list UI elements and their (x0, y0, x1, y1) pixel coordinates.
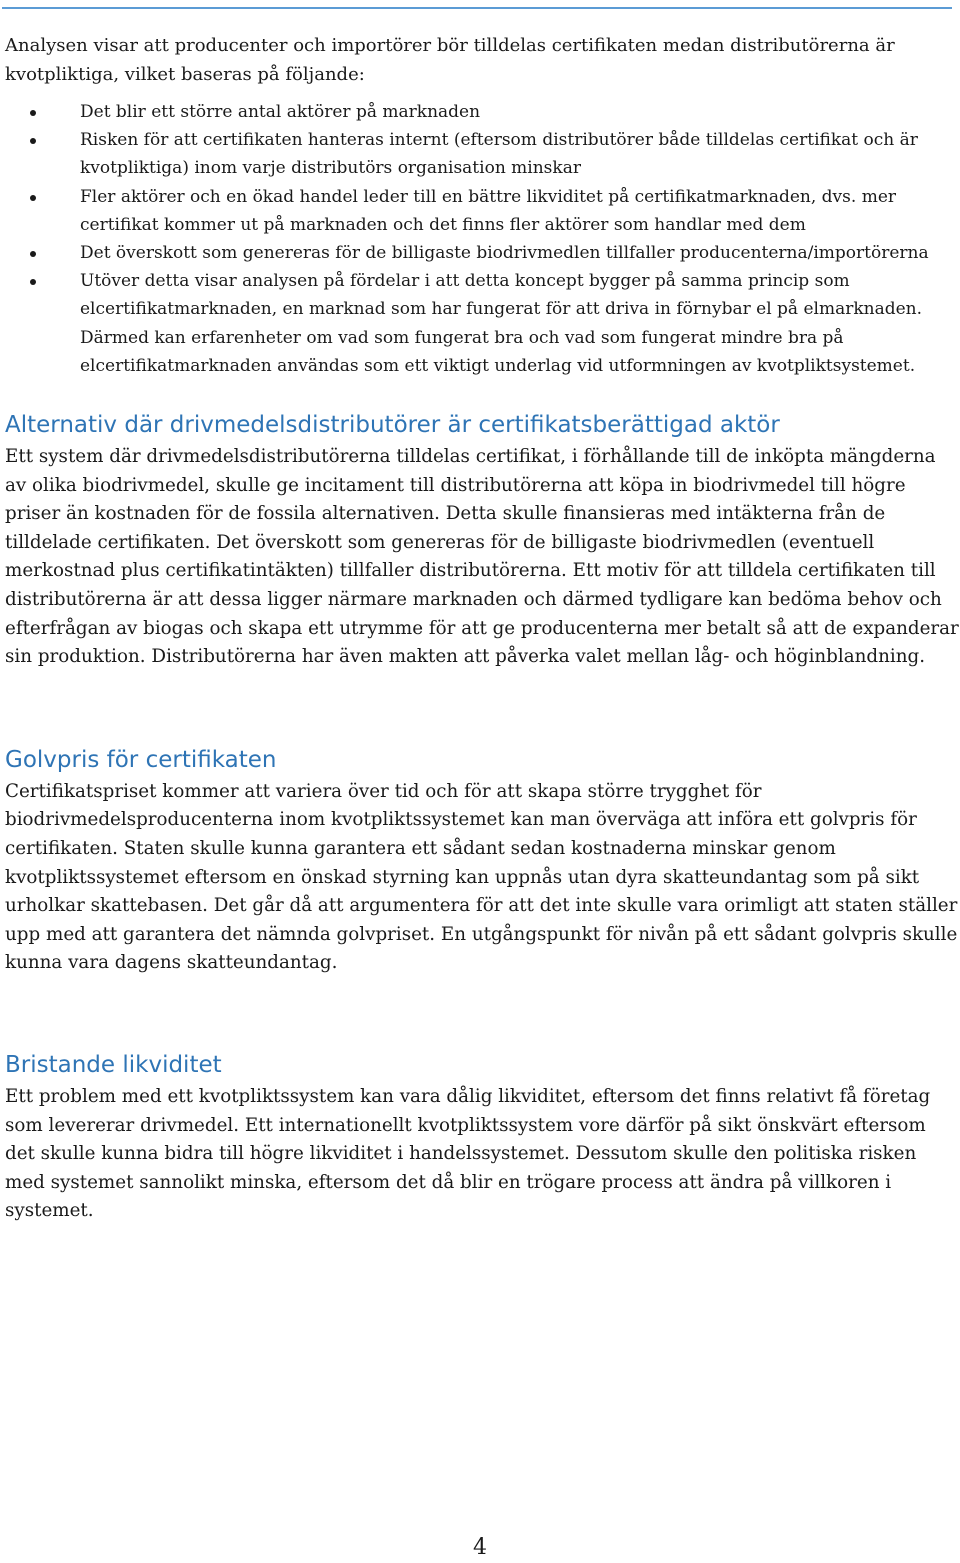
section-heading-liquidity: Bristande likviditet (5, 1051, 222, 1078)
section-body-floor-price: Certifikatspriset kommer att variera över tid och för att skapa större trygghet för biodrivmedelsproducenterna inom kvotpliktssystemet kan man överväga att införa ett golvpris för certifikaten. Staten skulle kunna garantera ett sådant sedan kostnaderna minskar genom kvotpliktssystemet eftersom en önskad styrning kan uppnås utan dyra skatteundantag som på sikt urholkar skattebasen. Det går då att argumentera för att det inte skulle vara orimligt att staten ställer upp med att garantera det nämnda golvpriset. En utgångspunkt för nivån på ett sådant golvpris skulle kunna vara dagens skatteundantag. (5, 780, 958, 974)
intro-paragraph: Analysen visar att producenter och importörer bör tilldelas certifikaten medan distributörerna är kvotpliktiga, vilket baseras på följande: (5, 35, 895, 85)
page-number: 4 (473, 1535, 487, 1560)
section-heading-floor-price: Golvpris för certifikaten (5, 746, 277, 773)
list-item: Risken för att certifikaten hanteras internt (eftersom distributörer både tilldelas certifikat och är kvotpliktiga) inom varje distributörs organisation minskar (5, 126, 960, 182)
advantages-list (5, 98, 960, 380)
header-rule (2, 7, 952, 9)
section-body-liquidity: Ett problem med ett kvotpliktssystem kan vara dålig likviditet, eftersom det finns relativt få företag som levererar drivmedel. Ett internationellt kvotpliktssystem vore därför på sikt önskvärt eftersom det skulle kunna bidra till högre likviditet i handelssystemet. Dessutom skulle den politiska risken med systemet sannolikt minska, eftersom det då blir en trögare process att ändra på villkoren i systemet. (5, 1085, 931, 1222)
document-page (5, 32, 960, 1226)
list-item: Utöver detta visar analysen på fördelar i att detta koncept bygger på samma princip som elcertifikatmarknaden, en marknad som har fungerat för att driva in förnybar el på elmarknaden. Därmed kan erfarenheter om vad som fungerat bra och vad som fungerat mindre bra på elcertifikatmarknaden användas som ett viktigt underlag vid utformningen av kvotpliktsystemet. (5, 267, 960, 380)
section-body-distributor-alternative: Ett system där drivmedelsdistributörerna tilldelas certifikat, i förhållande till de inköpta mängderna av olika biodrivmedel, skulle ge incitament till distributörerna att köpa in biodrivmedel till högre priser än kostnaden för de fossila alternativen. Detta skulle finansieras med intäkterna från de tilldelade certifikaten. Det överskott som genereras för de billigaste biodrivmedlen (eventuell merkostnad plus certifikatintäkten) tillfaller distributörerna. Ett motiv för att tilldela certifikaten till distributörerna är att dessa ligger närmare marknaden och därmed tydligare kan bedöma behov och efterfrågan av biogas och skapa ett utrymme för att ge producenterna mer betalt så att de expanderar sin produktion. Distributörerna har även makten att påverka valet mellan låg- och höginblandning. (5, 446, 959, 668)
list-item: Det överskott som genereras för de billigaste biodrivmedlen tillfaller producenterna/importörerna (5, 239, 960, 267)
list-item: Det blir ett större antal aktörer på marknaden (5, 98, 960, 126)
list-item: Fler aktörer och en ökad handel leder till en bättre likviditet på certifikatmarknaden, dvs. mer certifikat kommer ut på marknaden och det finns fler aktörer som handlar med dem (5, 183, 960, 239)
section-heading-distributor-alternative: Alternativ där drivmedelsdistributörer är certifikatsberättigad aktör (5, 412, 780, 439)
